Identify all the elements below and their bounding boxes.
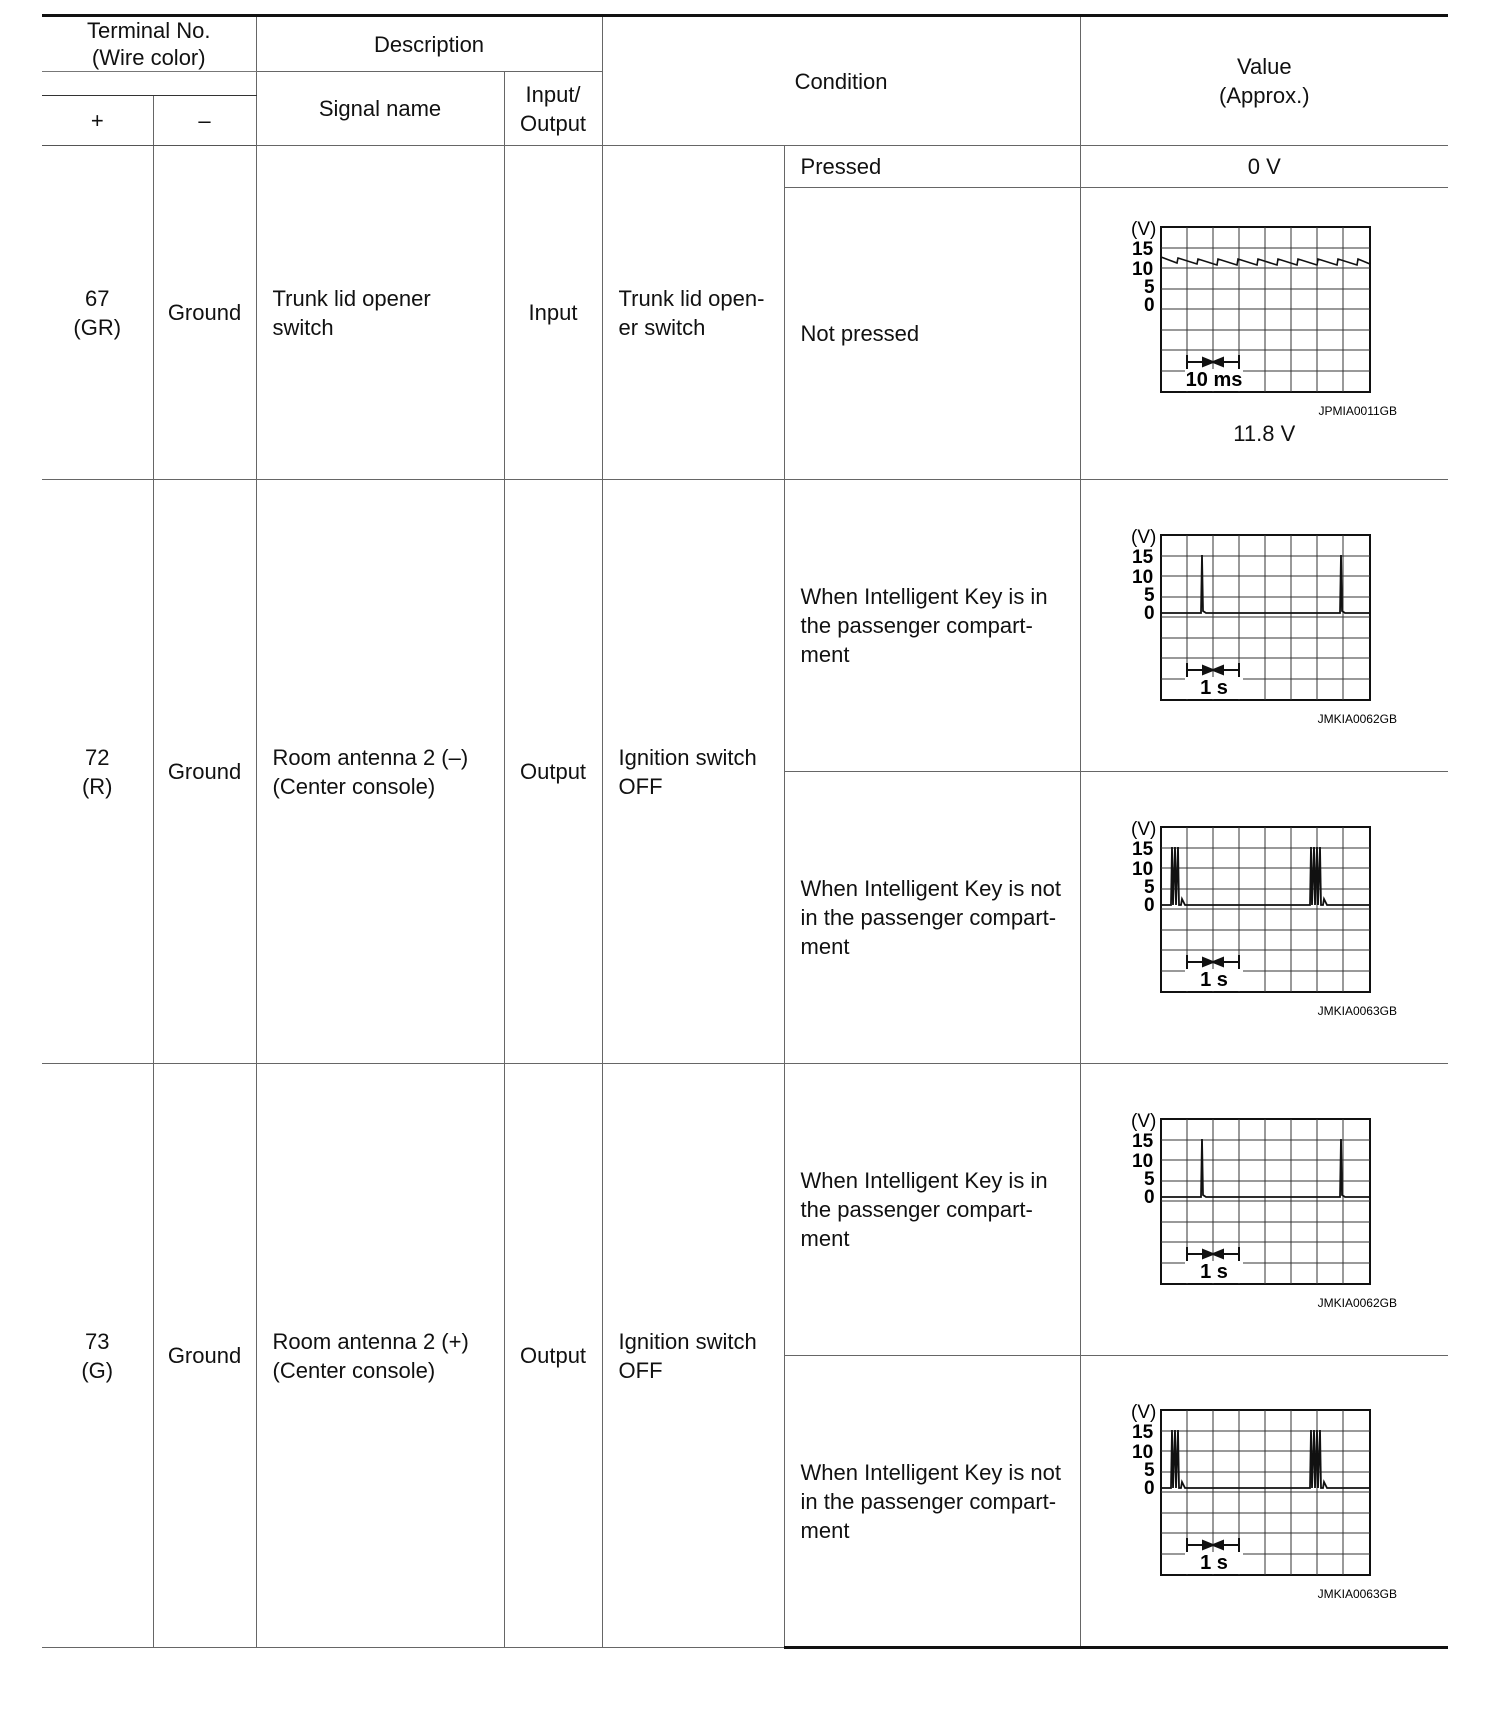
terminal-cell [42,1064,153,1648]
waveform-unit: (V) [1131,1402,1157,1423]
table-row [42,146,1448,188]
waveform-unit: (V) [1131,1110,1157,1132]
condition-line: Ignition switch [618,1328,757,1354]
waveform-tick: 10 [1132,566,1154,588]
signal-name-line: Room antenna 2 (+) [272,1328,469,1354]
input-output: Output [504,1064,602,1648]
condition-line: er switch [618,314,706,340]
signal-name-cell [256,1064,504,1648]
header-terminal-spacer [42,72,256,96]
condition-cell [602,146,784,480]
figure-id: JMKIA0063GB [1317,1003,1398,1017]
header-wire-color: (Wire color) [91,45,206,70]
waveform-unit: (V) [1131,526,1157,548]
sub-condition-line: When Intelligent Key is not [800,1459,1062,1485]
value-cell [1080,772,1448,1064]
sub-condition-line: ment [800,1517,850,1543]
value-cell [1080,188,1448,480]
minus-terminal: Ground [153,480,256,1064]
sub-condition [784,772,1080,1064]
sub-condition: Pressed [784,146,1080,188]
sub-condition-line: ment [800,642,850,667]
header-input-output-2: Output [520,110,587,136]
sub-condition-line: ment [800,1226,850,1251]
wire-color: (G) [81,1357,114,1383]
waveform-tick: 0 [1144,1478,1155,1499]
waveform-tick: 15 [1132,239,1154,260]
wire-color: (GR) [73,314,122,340]
signal-name-cell [256,146,504,480]
condition-cell [602,1064,784,1648]
value-cell [1080,1356,1448,1648]
waveform-unit: (V) [1131,818,1157,840]
waveform-tick: 15 [1132,1422,1154,1443]
waveform-tick: 5 [1144,277,1155,298]
terminal-number: 72 [85,744,110,770]
input-output: Output [504,480,602,1064]
waveform-tick: 5 [1144,584,1155,606]
terminal-cell [42,480,153,1064]
waveform-time-label: 1 s [1200,1552,1229,1574]
terminal-table [42,14,1448,1649]
terminal-number: 67 [85,285,110,311]
waveform-chart [1129,819,1399,1017]
header-terminal [42,16,256,72]
table-row [42,1064,1448,1356]
waveform-tick: 5 [1144,1460,1155,1481]
figure-id: JMKIA0062GB [1317,711,1398,725]
header-value [1080,16,1448,146]
waveform-time-label: 1 s [1200,1260,1229,1283]
condition-line: OFF [618,773,663,799]
signal-name-line: Trunk lid opener [272,285,431,311]
sub-condition: Not pressed [784,188,1080,480]
condition-line: Trunk lid open- [618,285,765,311]
waveform-tick: 0 [1144,602,1155,624]
terminal-cell [42,146,153,480]
header-condition: Condition [602,16,1080,146]
signal-name-line: switch [272,314,334,340]
signal-name-line: (Center console) [272,1357,436,1383]
waveform-tick: 0 [1144,295,1155,316]
condition-line: Ignition switch [618,744,757,770]
signal-name-line: (Center console) [272,773,436,799]
value-cell [1080,480,1448,772]
sub-condition-line: When Intelligent Key is not [800,876,1062,901]
waveform-time-label: 1 s [1200,676,1229,699]
waveform-tick: 10 [1132,1442,1154,1463]
table-row [42,480,1448,772]
waveform-tick: 5 [1144,1168,1155,1190]
sub-condition-line: the passenger compart- [800,613,1033,638]
sub-condition-line: When Intelligent Key is in [800,1168,1048,1193]
condition-cell [602,480,784,1064]
value-cell: 0 V [1080,146,1448,188]
minus-terminal: Ground [153,1064,256,1648]
waveform-tick: 10 [1132,858,1154,880]
waveform-tick: 0 [1144,1186,1155,1208]
header-input-output [504,72,602,146]
condition-line: OFF [618,1357,663,1383]
header-signal-name: Signal name [256,72,504,146]
figure-id: JPMIA0011GB [1318,404,1398,417]
sub-condition-line: ment [800,934,850,959]
minus-terminal: Ground [153,146,256,480]
waveform-tick: 10 [1132,1150,1154,1172]
sub-condition-line: in the passenger compart- [800,905,1057,930]
waveform-chart [1129,1402,1399,1600]
sub-condition [784,1356,1080,1648]
header-input-output-1: Input/ [525,81,581,107]
waveform-chart [1129,527,1399,725]
sub-condition-line: the passenger compart- [800,1197,1033,1222]
waveform-tick: 15 [1132,1130,1154,1152]
waveform-unit: (V) [1131,219,1157,240]
waveform-tick: 0 [1144,894,1155,916]
waveform-chart [1129,219,1399,417]
input-output: Input [504,146,602,480]
waveform-time-label: 1 s [1200,968,1229,991]
waveform-chart [1129,1111,1399,1309]
figure-id: JMKIA0063GB [1317,1587,1398,1600]
signal-name-line: Room antenna 2 (–) [272,744,469,770]
waveform-time-label: 10 ms [1185,369,1243,391]
header-value-label: Value [1236,54,1292,79]
sub-condition [784,480,1080,772]
figure-id: JMKIA0062GB [1317,1295,1398,1309]
sub-condition-line: in the passenger compart- [800,1488,1057,1514]
header-terminal-no: Terminal No. [87,18,211,43]
waveform-tick: 10 [1132,259,1154,280]
header-plus: + [42,96,153,146]
header-description: Description [256,16,602,72]
waveform-tick: 15 [1132,546,1154,568]
sub-condition-line: When Intelligent Key is in [800,584,1048,609]
value-text: 11.8 V [1233,421,1296,446]
wire-color: (R) [81,773,113,799]
header-value-approx: (Approx.) [1219,83,1310,108]
value-cell [1080,1064,1448,1356]
header-minus: – [153,96,256,146]
terminal-number: 73 [85,1328,110,1354]
waveform-tick: 5 [1144,876,1155,898]
signal-name-cell [256,480,504,1064]
sub-condition [784,1064,1080,1356]
waveform-tick: 15 [1132,838,1154,860]
